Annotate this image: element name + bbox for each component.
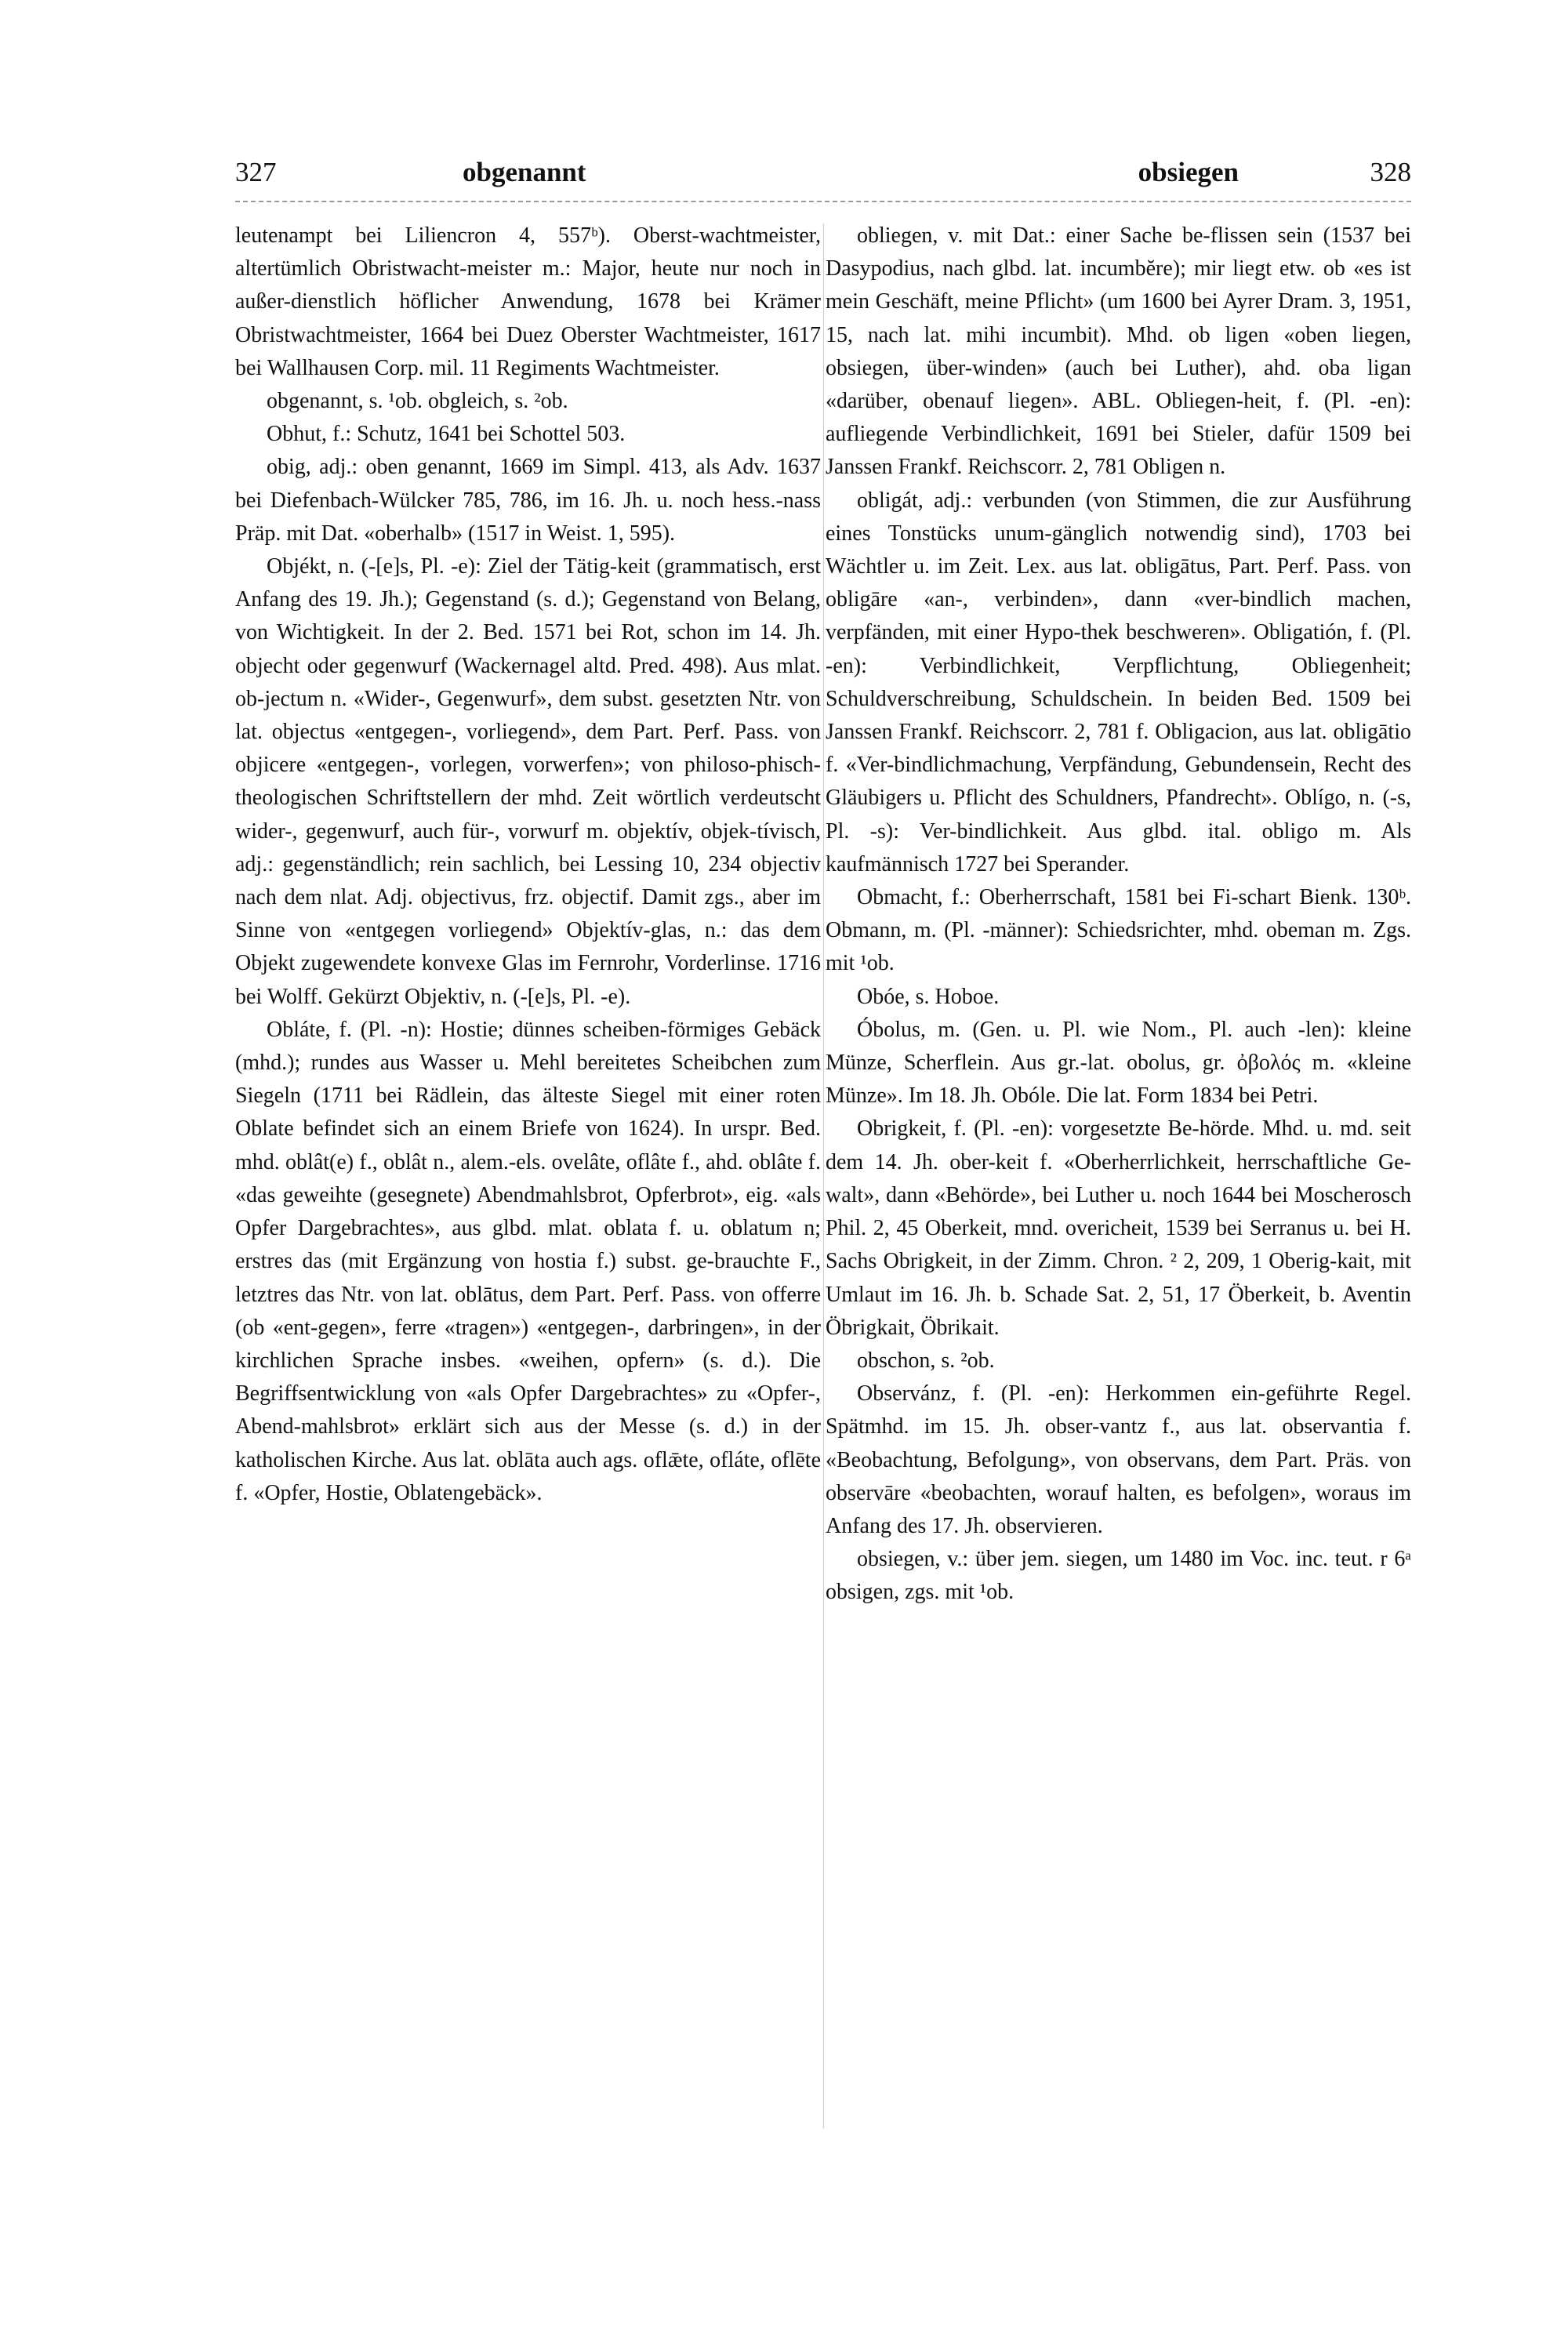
entry-paragraph: Observánz, f. (Pl. -en): Herkommen ein-geführte Regel. Spätmhd. im 15. Jh. obser-vantz f., aus lat. observantia f. «Beobachtung, Befolgung», von observans, dem Part. Präs. von observāre «beobachten, worauf halten, es befolgen», woraus im Anfang des 17. Jh. observieren. (826, 1381, 1411, 1538)
entry-paragraph: obig, adj.: oben genannt, 1669 im Simpl. 413, als Adv. 1637 bei Diefenbach-Wülcker 785, 786, im 16. Jh. u. noch hess.-nass Präp. mit Dat. «oberhalb» (1517 in Weist. 1, 595). (235, 455, 821, 546)
entry-paragraph: obschon, s. ²ob. (857, 1348, 995, 1373)
left-column (235, 220, 821, 2132)
running-head-left: obgenannt (463, 157, 586, 187)
entry-paragraph: Obóe, s. Hoboe. (857, 984, 1000, 1009)
entry-paragraph: obliegen, v. mit Dat.: einer Sache be-flissen sein (1537 bei Dasypodius, nach glbd. lat. incumbĕre); mir liegt etw. ob «es ist mein Geschäft, meine Pflicht» (um 1600 bei Ayrer Dram. 3, 1951, 15, nach lat. mihi incumbit). Mhd. ob ligen «oben liegen, obsiegen, über-winden» (auch bei Luther), ahd. oba ligan «darüber, obenauf liegen». ABL. Obliegen-heit, f. (Pl. -en): aufliegende Verbindlichkeit, 1691 bei Stieler, dafür 1509 bei Janssen Frankf. Reichscorr. 2, 781 Obligen n. (826, 223, 1411, 480)
entry-paragraph: obligát, adj.: verbunden (von Stimmen, die zur Ausführung eines Tonstücks unum-gänglich notwendig sind), 1703 bei Wächtler u. im Zeit. Lex. aus lat. obligātus, Part. Perf. Pass. von obligāre «an-, verbinden», dann «ver-bindlich machen, verpfänden, mit einer Hypo-thek beschweren». Obligatión, f. (Pl. -en): Verbindlichkeit, Verpflichtung, Obliegenheit; Schuldverschreibung, Schuldschein. In beiden Bed. 1509 bei Janssen Frankf. Reichscorr. 2, 781 f. Obligacion, aus lat. obligātio f. «Ver-bindlichmachung, Verpfändung, Gebundensein, Recht des Gläubigers u. Pflicht des Schuldners, Pfandrecht». Oblígo, n. (-s, Pl. -s): Ver-bindlichkeit. Aus glbd. ital. obligo m. Als kaufmännisch 1727 bei Sperander. (826, 488, 1411, 877)
page-number-left: 327 (235, 157, 277, 187)
entry-paragraph: Objékt, n. (-[e]s, Pl. -e): Ziel der Tätig-keit (grammatisch, erst Anfang des 19. Jh.); Gegenstand (s. d.); Gegenstand von Belang, von Wichtigkeit. In der 2. Bed. 1571 bei Rot, schon im 14. Jh. objecht oder gegenwurf (Wackernagel altd. Pred. 498). Aus mlat. ob-jectum n. «Wider-, Gegenwurf», dem subst. gesetzten Ntr. von lat. objectus «entgegen-, vorliegend», dem Part. Perf. Pass. von objicere «entgegen-, vorlegen, vorwerfen»; von philoso-phisch-theologischen Schriftstellern der mhd. Zeit wörtlich verdeutscht wider-, gegenwurf, auch für-, vorwurf m. objektív, objek-tívisch, adj.: gegenständlich; rein sachlich, bei Lessing 10, 234 objectiv nach dem nlat. Adj. objectivus, frz. objectif. Damit zgs., aber im Sinne von «entgegen vorliegend» Objektív-glas, n.: das dem Objekt zugewendete konvexe Glas im Fernrohr, Vorderlinse. 1716 bei Wolff. Gekürzt Objektiv, n. (-[e]s, Pl. -e). (235, 554, 821, 1009)
entry-paragraph: Obmacht, f.: Oberherrschaft, 1581 bei Fi-schart Bienk. 130ᵇ. Obmann, m. (Pl. -männer): Schiedsrichter, mhd. obeman m. Zgs. mit ¹ob. (826, 885, 1411, 976)
entry-paragraph: Obhut, f.: Schutz, 1641 bei Schottel 503. (267, 422, 626, 447)
entry-paragraph: obgenannt, s. ¹ob. obgleich, s. ²ob. (267, 389, 568, 414)
entry-paragraph: leutenampt bei Liliencron 4, 557ᵇ). Oberst-wachtmeister, altertümlich Obristwacht-meister m.: Major, heute nur noch in außer-dienstlich höflicher Anwendung, 1678 bei Krämer Obristwachtmeister, 1664 bei Duez Oberster Wachtmeister, 1617 bei Wallhausen Corp. mil. 11 Regiments Wachtmeister. (235, 223, 821, 380)
entry-paragraph: Obláte, f. (Pl. -n): Hostie; dünnes scheiben-förmiges Gebäck (mhd.); rundes aus Wasser u. Mehl bereitetes Scheibchen zum Siegeln (1711 bei Rädlein, das älteste Siegel mit einer roten Oblate befindet sich an einem Briefe von 1624). In urspr. Bed. mhd. oblât(e) f., oblât n., alem.-els. ovelâte, oflâte f., ahd. oblâte f. «das geweihte (gesegnete) Abendmahlsbrot, Opferbrot», eig. «als Opfer Dargebrachtes», aus glbd. mlat. oblata f. u. oblatum n; erstres das (mit Ergänzung von hostia f.) subst. ge-brauchte F., letztres das Ntr. von lat. oblātus, dem Part. Perf. Pass. von offerre (ob «ent-gegen», ferre «tragen») «entgegen-, darbringen», in der kirchlichen Sprache insbes. «weihen, opfern» (s. d.). Die Begriffsentwicklung von «als Opfer Dargebrachtes» zu «Opfer-, Abend-mahlsbrot» erklärt sich aus der Messe (s. d.) in der katholischen Kirche. Aus lat. oblāta auch ags. oflǣte, ofláte, oflēte f. «Opfer, Hostie, Oblatengebäck». (235, 1017, 821, 1505)
header-rule (235, 201, 1411, 202)
column-divider (823, 223, 824, 2129)
running-head-right: obsiegen (1138, 157, 1239, 187)
entry-paragraph: Óbolus, m. (Gen. u. Pl. wie Nom., Pl. auch -len): kleine Münze, Scherflein. Aus gr.-lat. obolus, gr. ὀβολός m. «kleine Münze». Im 18. Jh. Obóle. Die lat. Form 1834 bei Petri. (826, 1017, 1411, 1109)
page-number-right: 328 (1370, 157, 1411, 187)
entry-paragraph: Obrigkeit, f. (Pl. -en): vorgesetzte Be-hörde. Mhd. u. md. seit dem 14. Jh. ober-keit f. «Oberherrlichkeit, herrschaftliche Ge-walt», dann «Behörde», bei Luther u. noch 1644 bei Moscherosch Phil. 2, 45 Oberkeit, mnd. overicheit, 1539 bei Serranus u. bei H. Sachs Obrigkeit, in der Zimm. Chron. ² 2, 209, 1 Oberig-kait, mit Umlaut im 16. Jh. b. Schade Sat. 2, 51, 17 Öberkeit, b. Aventin Öbrigkait, Öbrikait. (826, 1116, 1411, 1340)
right-column (826, 220, 1411, 2132)
entry-paragraph: obsiegen, v.: über jem. siegen, um 1480 im Voc. inc. teut. r 6ᵃ obsigen, zgs. mit ¹ob. (826, 1547, 1411, 1605)
running-header (235, 157, 1411, 198)
